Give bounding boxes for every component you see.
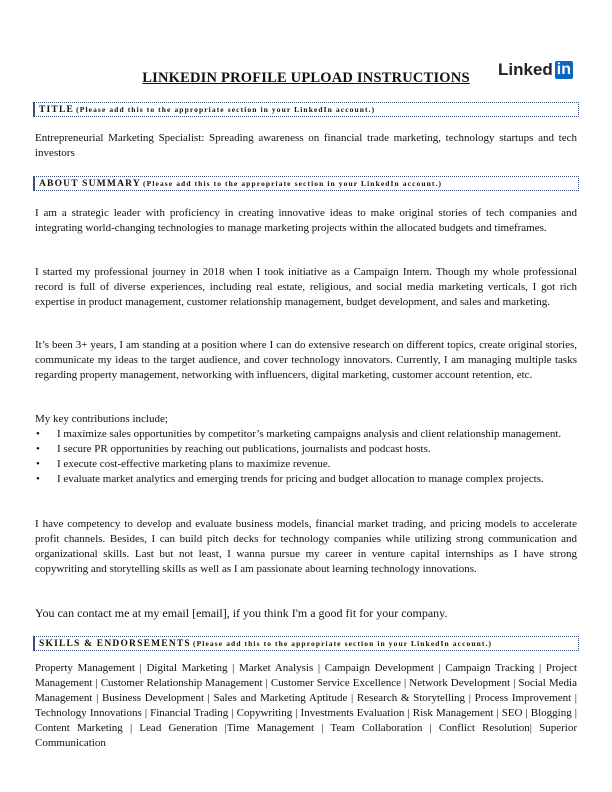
section-note: (Please add this to the appropriate section in your LinkedIn account.) <box>193 639 493 648</box>
closing-paragraph: I have competency to develop and evaluate business models, financial market trading, and pricing models to accelerate profit channels. Besides, I can build pitch decks for technology companies while utilizing strong communication and organizational skills. Last but not least, I wanna pursue my career in venture capital internships as I have strong copywriting and storytelling skills as well as I am passionate about learning technology innovations. <box>35 518 577 575</box>
contributions-list <box>35 427 577 487</box>
section-label: SKILLS & ENDORSEMENTS <box>39 639 191 649</box>
skills-text: Property Management | Digital Marketing | Market Analysis | Campaign Development | Campaign Tracking | Project Management | Customer Relationship Management | Customer Service Excellence | Network Development | Social Media Management | Business Development | Sales and Marketing Aptitude | Research & Storytelling | Process Improvement | Technology Innovations | Financial Trading | Copywriting | Investments Evaluation | Risk Management | SEO | Blogging | Content Marketing | Lead Generation |Time Management | Team Collaboration | Conflict Resolution| Superior Communication <box>35 662 577 749</box>
section-note: (Please add this to the appropriate section in your LinkedIn account.) <box>143 179 443 188</box>
section-note: (Please add this to the appropriate section in your LinkedIn account.) <box>76 105 376 114</box>
section-label: TITLE <box>39 105 75 115</box>
about-paragraph: I am a strategic leader with proficiency in creating innovative ideas to make original stories of tech companies and integrating world-changing technologies to manage marketing projects within the allocated budgets and timeframes. <box>35 207 577 234</box>
contact-text: You can contact me at my email [email], if you think I'm a good fit for your company. <box>35 606 448 620</box>
list-item: • I evaluate market analytics and emerging trends for pricing and budget allocation to manage complex projects. <box>35 472 577 487</box>
list-item: • I maximize sales opportunities by competitor’s marketing campaigns analysis and client relationship management. <box>35 427 577 442</box>
contributions-intro: My key contributions include; <box>35 413 168 425</box>
section-label: ABOUT SUMMARY <box>39 179 141 189</box>
list-item: • I secure PR opportunities by reaching out publications, journalists and podcast hosts. <box>35 442 577 457</box>
list-item: • I execute cost-effective marketing plans to maximize revenue. <box>35 457 577 472</box>
about-paragraph: I started my professional journey in 2018 when I took initiative as a Campaign Intern. Though my whole professional record is full of diverse experiences, including real estate, religious, and social media marketing verticals, I got rich expertise in product management, customer relationship management, budget development, and sales and marketing. <box>35 266 577 308</box>
about-paragraph: It’s been 3+ years, I am standing at a position where I can do extensive research on different topics, create original stories, communicate my ideas to the target audience, and cover technology innovators. Currently, I am managing multiple tasks regarding property management, networking with influencers, digital marketing, customer account retention, etc. <box>35 339 577 381</box>
profile-title-text: Entrepreneurial Marketing Specialist: Spreading awareness on financial trade marketing, technology startups and tech investors <box>35 132 577 159</box>
section-header-title <box>33 102 579 117</box>
section-header-skills <box>33 636 579 651</box>
linkedin-logo: Linked in <box>498 60 572 79</box>
section-header-about <box>33 176 579 191</box>
page-title: LINKEDIN PROFILE UPLOAD INSTRUCTIONS <box>142 70 470 86</box>
